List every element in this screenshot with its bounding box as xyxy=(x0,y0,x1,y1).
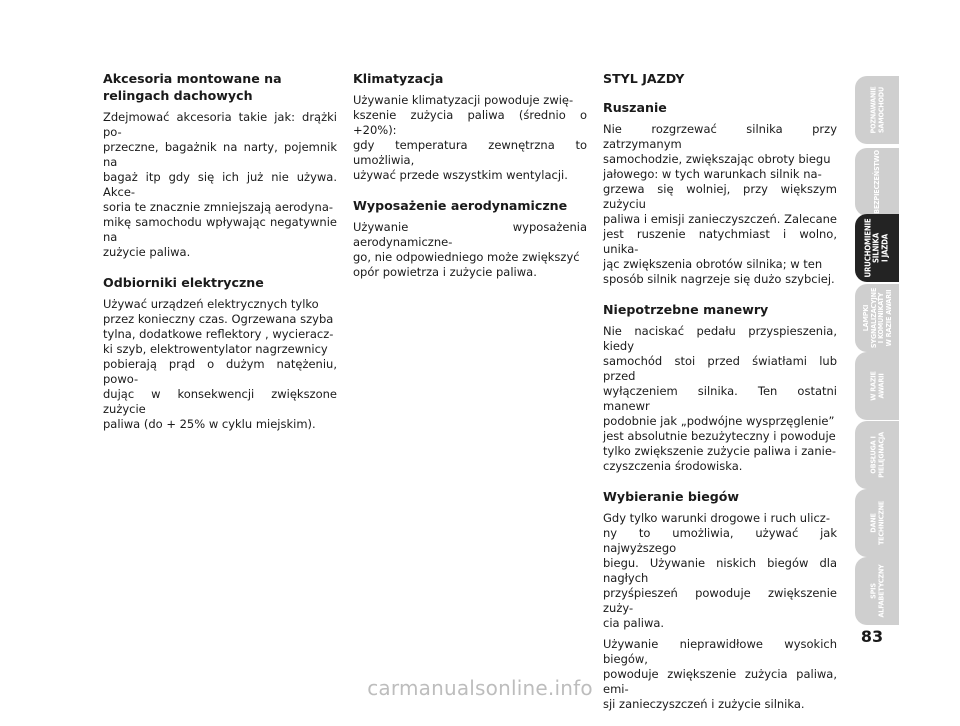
page-number: 83 xyxy=(860,627,884,646)
column-left xyxy=(103,70,337,446)
tab-label: POZNAWANIE SAMOCHODU xyxy=(868,86,885,134)
paragraph-aerodynamic-equipment: Używanie wyposażenia aerodynamiczne- go, nie odpowiedniego może zwiększyć opór powietrza i zużycie paliwa. xyxy=(353,220,587,279)
paragraph-high-gears: Używanie nieprawidłowe wysokich biegów, powoduje zwiększenie zużycia paliwa, emi- sji zanieczyszczeń i zużycie silnika. xyxy=(603,637,837,711)
paragraph-unnecessary-manoeuvres: Nie naciskać pedału przyspieszenia, kiedy samochód stoi przed światłami lub przed wyłączeniem silnika. Ten ostatni manewr podobnie jak „podwójne wysprzęglenie” jest absolutnie bezużyteczny i powoduje tylko zwiększenie zużycie paliwa i zanie- czyszczenia środowiska. xyxy=(603,324,837,473)
heading-aerodynamic-equipment: Wyposażenie aerodynamiczne xyxy=(353,198,568,213)
paragraph-electrical-devices: Używać urządzeń elektrycznych tylko przez konieczny czas. Ogrzewana szyba tylna, dodatkowe reflektory , wycieracz- ki szyb, elektrowentylator nagrzewnicy pobierają prąd o dużym natężeniu, powo- dując w konsekwencji zwiększone zużycie paliwa (do + 25% w cyklu miejskim). xyxy=(103,297,337,431)
tab-label: DANE TECHNICZNE xyxy=(868,500,885,546)
heading-roof-accessories: Akcesoria montowane na relingach dachowych xyxy=(103,71,282,103)
paragraph-starting-off: Nie rozgrzewać silnika przy zatrzymanym samochodzie, zwiększając obroty biegu jałowego: w tych warunkach silnik na- grzewa się wolniej, przy większym zużyciu paliwa i emisji zanieczyszczeń. Zalecane jest ruszenie natychmiast i wolno, unika- jąc zwiększenia obrotów silnika; w ten sposób silnik nagrzeje się dużo szybciej. xyxy=(603,122,838,286)
paragraph-air-conditioning: Używanie klimatyzacji powoduje zwię- kszenie zużycia paliwa (średnio o +20%): gdy temperatura zewnętrzna to umożliwia, używać przede wszystkim wentylacji. xyxy=(353,93,587,182)
heading-starting-off: Ruszanie xyxy=(603,100,667,115)
tab-lampki-sygnalizacyjne[interactable] xyxy=(855,284,899,352)
tab-label: LAMPKI SYGNALIZACYJNE I KOMUNIKATY W RAZIE AWARII xyxy=(860,287,893,349)
paragraph-gear-selection: Gdy tylko warunki drogowe i ruch ulicz- ny to umożliwia, używać jak najwyższego biegu. Używanie niskich biegów dla nagłych przyśpieszeń powoduje zwiększenie zuży- cia paliwa. xyxy=(603,511,837,630)
column-right xyxy=(603,70,837,726)
section-title-driving-style: STYL JAZDY xyxy=(603,71,685,86)
tab-label: BEZPIECZEŃSTWO xyxy=(872,150,882,214)
tab-label: W RAZIE AWARII xyxy=(868,371,885,401)
tab-dane-techniczne[interactable] xyxy=(855,489,899,557)
tab-w-razie-awarii[interactable] xyxy=(855,352,899,420)
paragraph-roof-accessories: Zdejmować akcesoria takie jak: drążki po- przeczne, bagażnik na narty, pojemnik na bagaż itp gdy się ich już nie używa. Akce- soria te znacznie zmniejszają aerodyna- mikę samochodu wpływając negatywnie na zużycie paliwa. xyxy=(103,110,337,259)
heading-unnecessary-manoeuvres: Niepotrzebne manewry xyxy=(603,302,769,317)
tab-bezpieczenstwo[interactable] xyxy=(855,148,899,216)
watermark-text: carmanualsonline.info xyxy=(367,676,593,700)
tab-spis-alfabetyczny[interactable] xyxy=(855,557,899,625)
heading-gear-selection: Wybieranie biegów xyxy=(603,489,740,504)
tab-obsluga-i-pielegnacja[interactable] xyxy=(855,421,899,489)
tab-label: OBSŁUGA I PIELĘGNACJA xyxy=(868,432,885,478)
tab-uruchomienie-silnika-i-jazda[interactable] xyxy=(855,214,899,282)
tab-poznawanie-samochodu[interactable] xyxy=(855,76,899,144)
tab-label: SPIS ALFABETYCZNY xyxy=(868,564,885,618)
heading-air-conditioning: Klimatyzacja xyxy=(353,71,444,86)
heading-electrical-devices: Odbiorniki elektryczne xyxy=(103,275,264,290)
column-middle xyxy=(353,70,587,294)
tab-label: URUCHOMIENIE SILNIKA I JAZDA xyxy=(863,218,890,278)
